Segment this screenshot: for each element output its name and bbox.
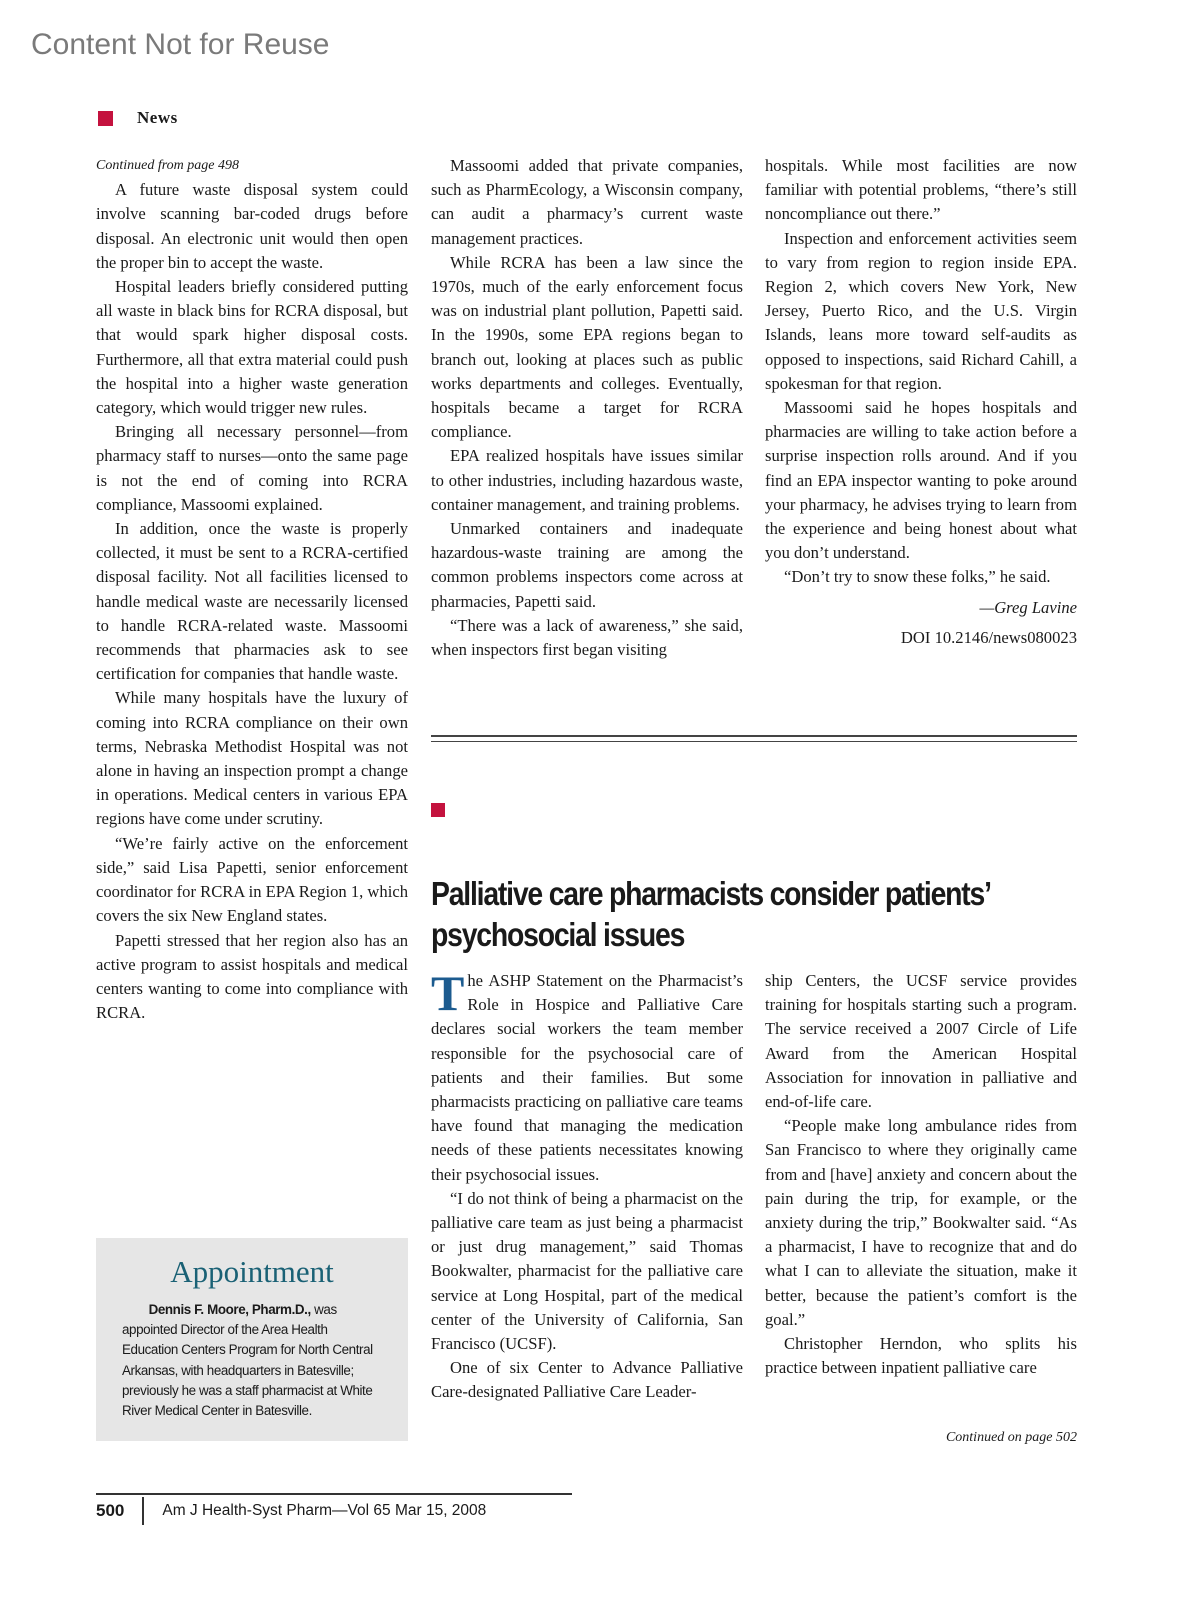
article2-column-2 (765, 969, 1077, 1380)
paragraph: Inspection and enforcement activities seem to vary from region to region inside EPA. Region 2, which covers New York, New Jersey, Puerto Rico, and the U.S. Virgin Islands, leans more toward self-audits as opposed to inspections, said Richard Cahill, a spokesman for that region. (765, 228, 1077, 393)
drop-cap: T (431, 965, 465, 1021)
paragraph: In addition, once the waste is properly collected, it must be sent to a RCRA-certified disposal facility. Not all facilities licensed to handle medical waste are necessarily licensed to handle RCRA-related waste. Massoomi recommends that pharmacies ask to see certification for companies that handle waste. (96, 519, 408, 684)
paragraph: Massoomi added that private companies, such as PharmEcology, a Wisconsin company, can audit a pharmacy’s current waste management practices. (431, 156, 743, 248)
paragraph: hospitals. While most facilities are now familiar with potential problems, “there’s still noncompliance out there.” (765, 156, 1077, 224)
paragraph: Bringing all necessary personnel—from pharmacy staff to nurses—onto the same page is not the end of coming into RCRA compliance, Massoomi explained. (96, 422, 408, 514)
paragraph: “I do not think of being a pharmacist on the palliative care team as just being a pharmacist or just drug management,” said Thomas Bookwalter, pharmacist for the palliative care service at Long Hospital, part of the medical center of the University of California, San Francisco (UCSF). (431, 1188, 743, 1354)
paragraph-text: he ASHP Statement on the Pharmacist’s Role in Hospice and Palliative Care declares social workers the team member responsible for the psychosocial care of patients and their families. But some pharmacists practicing on palliative care teams have found that managing the medication needs of these patients necessitates knowing their psychosocial issues. (431, 971, 743, 1184)
paragraph: “People make long ambulance rides from San Francisco to where they originally came from and [have] anxiety and concern about the pain during the trip, for example, or the anxiety during the trip,” Bookwalter said. “As a pharmacist, I have to recognize that and do what I can to alleviate the situation, make it better, because the patient’s comfort is the goal.” (765, 1116, 1077, 1329)
appointment-box (96, 1238, 408, 1441)
paragraph: While RCRA has been a law since the 1970s, much of the early enforcement focus was on industrial plant pollution, Papetti said. In the 1990s, some EPA regions began to branch out, looking at places such as public works departments and colleges. Eventually, hospitals became a target for RCRA compliance. (431, 252, 743, 442)
paragraph: Christopher Herndon, who splits his practice between inpatient palliative care (765, 1334, 1077, 1378)
paragraph: “There was a lack of awareness,” she said, when inspectors first began visiting (431, 615, 743, 660)
article2-column-1 (431, 965, 743, 1405)
appointment-text: was appointed Director of the Area Health Education Centers Program for North Central Arkansas, with headquarters in Batesville; previously he was a staff pharmacist at White River Medical Center in Batesville. (122, 1302, 373, 1419)
footer (96, 1497, 486, 1525)
paragraph: ship Centers, the UCSF service provides training for hospitals starting such a program. The service received a 2007 Circle of Life Award from the American Hospital Association for innovation in palliative and end-of-life care. (765, 971, 1077, 1112)
page-number: 500 (96, 1501, 125, 1520)
paragraph (431, 965, 743, 1187)
paragraph: “We’re fairly active on the enforcement side,” said Lisa Papetti, senior enforcement coordinator for RCRA in EPA Region 1, which covers the six New England states. (96, 833, 408, 926)
section-label: News (137, 108, 178, 127)
paragraph: Papetti stressed that her region also has an active program to assist hospitals and medical centers wanting to come into compliance with RCRA. (96, 930, 408, 1023)
article-column-1 (96, 154, 408, 1025)
appointment-body (122, 1300, 382, 1421)
paragraph: A future waste disposal system could involve scanning bar-coded drugs before disposal. An electronic unit would then open the proper bin to accept the waste. (96, 180, 408, 272)
appointment-title: Appointment (170, 1254, 334, 1289)
appointee-name: Dennis F. Moore, Pharm.D., (148, 1302, 311, 1317)
continued-from: Continued from page 498 (96, 158, 239, 173)
doi: DOI 10.2146/news080023 (900, 627, 1077, 647)
byline: —Greg Lavine (979, 597, 1077, 617)
article-headline: Palliative care pharmacists consider patients’ psychosocial issues (431, 875, 990, 953)
article-column-2 (431, 154, 743, 662)
paragraph: While many hospitals have the luxury of coming into RCRA compliance on their own terms, Nebraska Methodist Hospital was not alone in having an inspection prompt a change in operations. Medical centers in various EPA regions have come under scrutiny. (96, 688, 408, 829)
paragraph: Unmarked containers and inadequate hazardous-waste training are among the common problems inspectors come across at pharmacies, Papetti said. (431, 519, 743, 611)
section-marker (98, 111, 113, 126)
footer-divider (142, 1497, 144, 1525)
paragraph: EPA realized hospitals have issues similar to other industries, including hazardous waste, container management, and training problems. (431, 446, 743, 514)
divider-rule (431, 741, 1077, 742)
section-header (98, 108, 178, 128)
journal-citation: Am J Health-Syst Pharm—Vol 65 Mar 15, 2008 (162, 1502, 487, 1519)
section-marker (431, 803, 445, 817)
continued-on: Continued on page 502 (945, 1430, 1077, 1445)
paragraph: One of six Center to Advance Palliative Care-designated Palliative Care Leader- (431, 1358, 743, 1402)
paragraph: “Don’t try to snow these folks,” he said. (784, 567, 1051, 587)
footer-rule (96, 1493, 572, 1495)
article-column-3 (765, 154, 1077, 650)
paragraph: Hospital leaders briefly considered putting all waste in black bins for RCRA disposal, but that would spark higher disposal costs. Furthermore, all that extra material could push the hospital into a higher waste generation category, which would trigger new rules. (96, 277, 408, 418)
paragraph: Massoomi said he hopes hospitals and pharmacies are willing to take action before a surprise inspection rolls around. And if you find an EPA inspector wanting to poke around your pharmacy, he advises trying to learn from the experience and being honest about what you don’t understand. (765, 398, 1077, 563)
divider-rule (431, 735, 1077, 737)
watermark: Content Not for Reuse (31, 28, 330, 61)
